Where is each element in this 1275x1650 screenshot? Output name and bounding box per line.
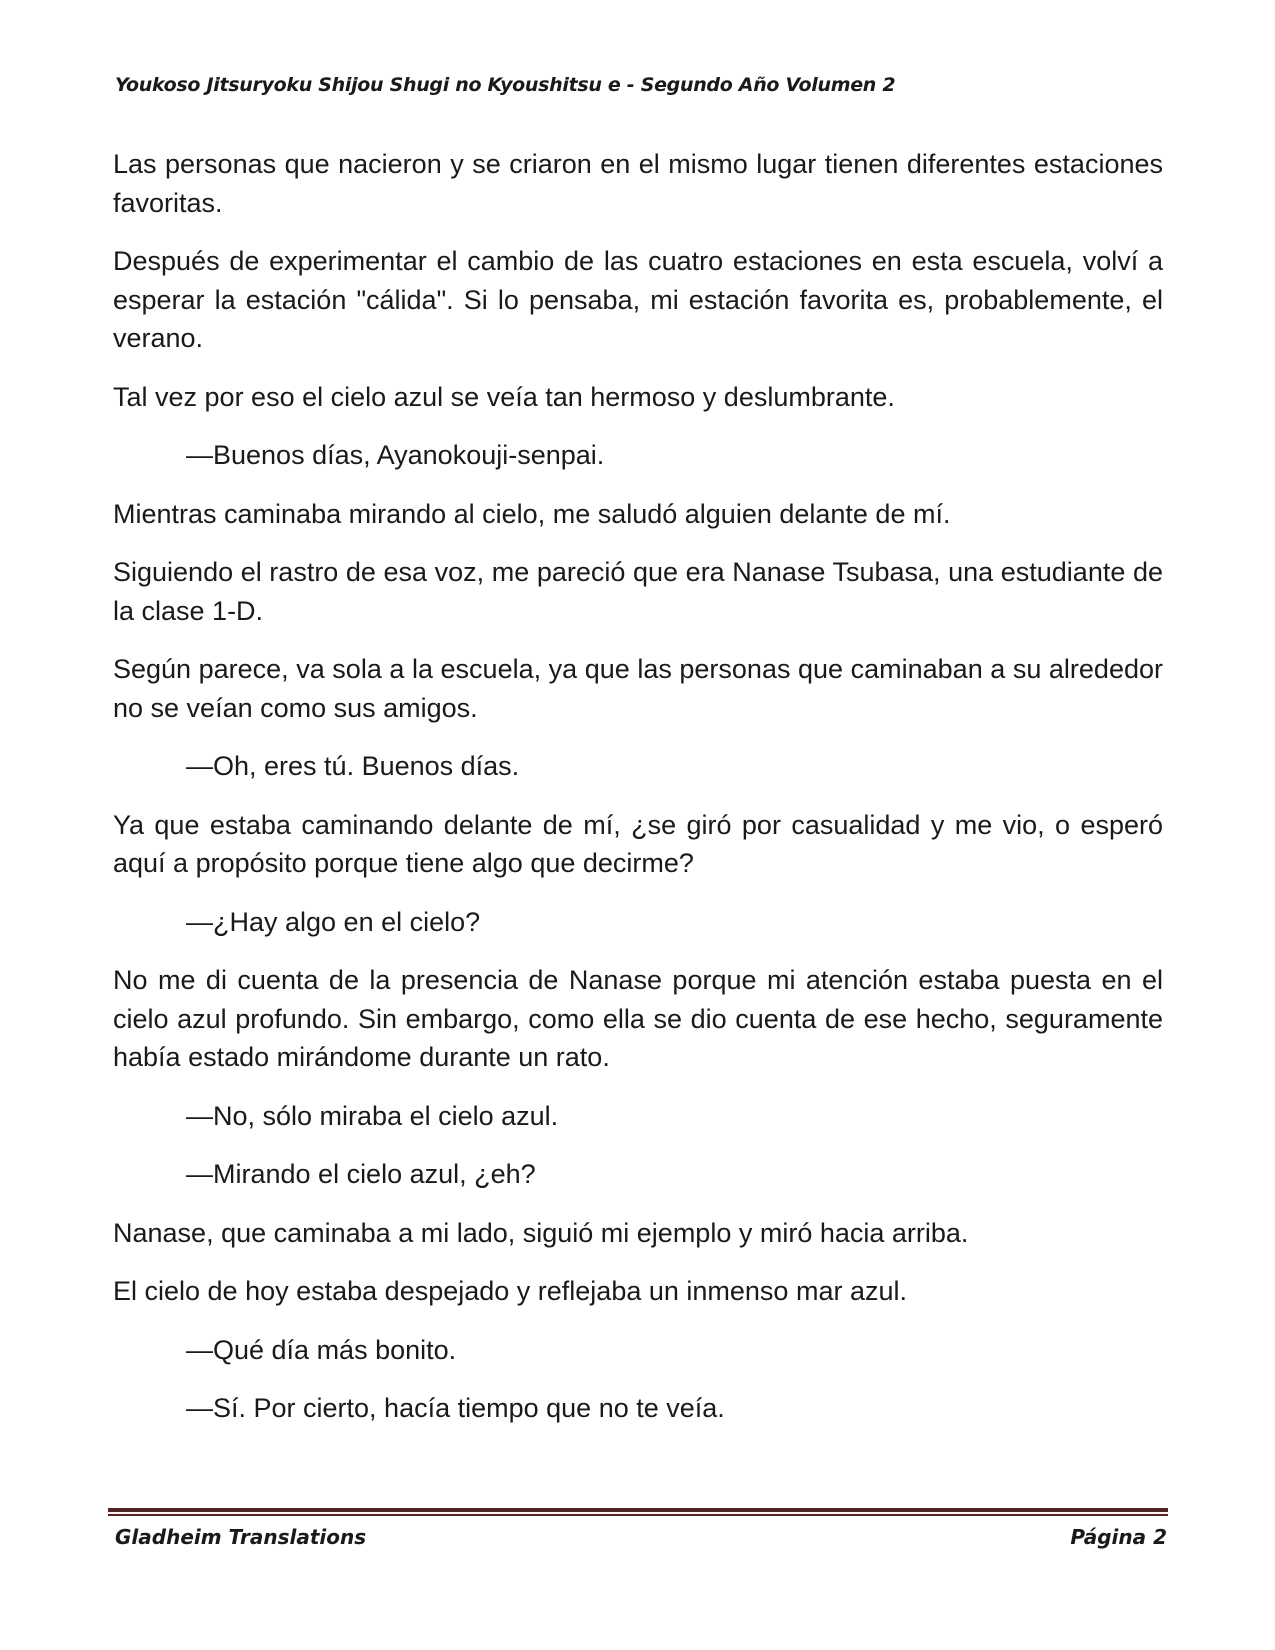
dialogue-line: —Sí. Por cierto, hacía tiempo que no te veía. — [186, 1393, 725, 1423]
paragraph: Mientras caminaba mirando al cielo, me saludó alguien delante de mí. — [113, 498, 951, 529]
page-header-title: Youkoso Jitsuryoku Shijou Shugi no Kyoushitsu e - Segundo Año Volumen 2 — [115, 74, 896, 96]
paragraph: Ya que estaba caminando delante de mí, ¿se giró por casualidad y me vio, o esperó aquí a propósito porque tiene algo que decirme? — [113, 809, 1163, 878]
dialogue-line: —Mirando el cielo azul, ¿eh? — [186, 1159, 536, 1189]
paragraph: Siguiendo el rastro de esa voz, me pareció que era Nanase Tsubasa, una estudiante de la clase 1-D. — [113, 557, 1163, 626]
footer-divider — [108, 1508, 1168, 1516]
footer-divider-thick — [108, 1508, 1168, 1512]
paragraph: Según parece, va sola a la escuela, ya que las personas que caminaban a su alrededor no se veían como sus amigos. — [113, 654, 1163, 723]
paragraph: Las personas que nacieron y se criaron en el mismo lugar tienen diferentes estaciones favoritas. — [113, 149, 1163, 218]
paragraph: Tal vez por eso el cielo azul se veía tan hermoso y deslumbrante. — [113, 381, 895, 412]
paragraph: Nanase, que caminaba a mi lado, siguió mi ejemplo y miró hacia arriba. — [113, 1217, 969, 1248]
body-text — [113, 145, 1163, 1448]
dialogue-line: —Oh, eres tú. Buenos días. — [186, 751, 520, 781]
paragraph: No me di cuenta de la presencia de Nanase porque mi atención estaba puesta en el cielo azul profundo. Sin embargo, como ella se dio cuenta de ese hecho, seguramente había estado mirándome durante un rato. — [113, 965, 1163, 1072]
dialogue-line: —Buenos días, Ayanokouji-senpai. — [186, 440, 605, 470]
footer-page-number: Página 2 — [1070, 1525, 1167, 1549]
paragraph: Después de experimentar el cambio de las cuatro estaciones en esta escuela, volví a esperar la estación "cálida". Si lo pensaba, mi estación favorita es, probablemente, el verano. — [113, 246, 1163, 353]
footer-divider-thin — [108, 1514, 1168, 1516]
paragraph: El cielo de hoy estaba despejado y reflejaba un inmenso mar azul. — [113, 1276, 907, 1306]
dialogue-line: —No, sólo miraba el cielo azul. — [186, 1100, 559, 1131]
footer-translator: Gladheim Translations — [115, 1525, 367, 1549]
dialogue-line: —Qué día más bonito. — [186, 1334, 457, 1365]
dialogue-line: —¿Hay algo en el cielo? — [186, 906, 481, 937]
